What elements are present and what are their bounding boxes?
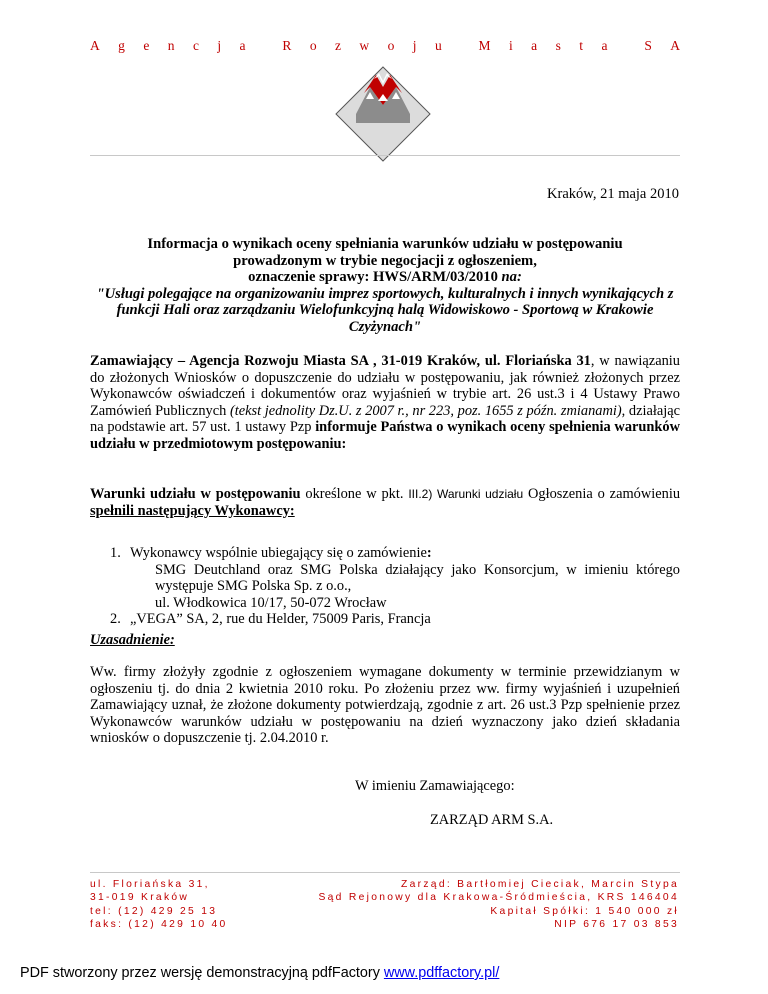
footer-line: 31-019 Kraków xyxy=(90,892,190,904)
justification-paragraph: Ww. firmy złożyły zgodnie z ogłoszeniem wymagane dokumenty w terminie przewidzianym w ogłoszeniu tj. do dnia 2 kwietnia 2010 roku. Po złożeniu przez ww. firmy wyjaśnień i uzupełnień Zamawiający uznał, że złożone dokumenty potwierdzają, zgodnie z art. 26 ust.3 Pzp spełnienie przez Wykonawców warunków udziału w postępowaniu na dzień wyznaczony jako dzień składania wniosków o dopuszczenie tj. 2.04.2010 r. xyxy=(90,664,680,747)
title-line xyxy=(90,269,680,286)
ordering-party: Zamawiający – Agencja Rozwoju Miasta SA , 31-019 Kraków, ul. Floriańska 31 xyxy=(90,353,591,369)
company-letter: s xyxy=(555,38,561,53)
signature-board: ZARZĄD ARM S.A. xyxy=(430,812,554,828)
company-letter: e xyxy=(143,38,150,53)
conditions-paragraph xyxy=(90,486,680,519)
company-letter: S xyxy=(644,38,652,53)
footer-line: ul. Floriańska 31, xyxy=(90,879,210,890)
company-letter: j xyxy=(412,38,417,53)
list-number: 2. xyxy=(110,611,121,628)
contractors-heading: spełnili następujący Wykonawcy: xyxy=(90,502,295,519)
footer-line: Sąd Rejonowy dla Krakowa-Śródmieścia, KRS 146404 xyxy=(318,892,679,904)
company-letter: o xyxy=(309,38,317,53)
title-line: Informacja o wynikach oceny spełniania warunków udziału w postępowaniu xyxy=(147,236,623,252)
company-letter: z xyxy=(335,38,341,53)
list-number: 1. xyxy=(110,545,121,561)
company-letter: a xyxy=(531,38,538,53)
company-letter: R xyxy=(282,38,292,53)
company-letter: A xyxy=(90,38,100,53)
case-reference: oznaczenie sprawy: HWS/ARM/03/2010 xyxy=(248,269,498,285)
intro-text: , w nawiązaniu do złożonych Wniosków o dopuszczenie do udziału w postępowaniu, jak również złożonych przez Wykonawców oświadczeń i dokumentów oraz wyjaśnień w trybie art. 26 ust.3 i 4 Ustawy Prawo Zamówień Publicznych xyxy=(90,353,680,419)
company-letter: t xyxy=(579,38,584,53)
list-item-label: „VEGA” SA, 2, rue du Helder, 75009 Paris, Francja xyxy=(130,611,431,628)
conditions-point: III.2) Warunki udziału xyxy=(408,487,524,501)
footer-line: faks: (12) 429 10 40 xyxy=(90,919,228,931)
company-letter: u xyxy=(434,38,442,53)
law-reference: (tekst jednolity Dz.U. z 2007 r., nr 223, poz. 1655 z późn. zmianami) xyxy=(229,402,622,419)
pdffactory-link[interactable]: www.pdffactory.pl/ xyxy=(383,965,500,981)
company-name-header xyxy=(90,38,680,54)
footer-divider xyxy=(90,872,680,873)
list-item-detail: ul. Włodkowica 10/17, 50-072 Wrocław xyxy=(155,594,387,611)
document-title xyxy=(90,236,680,335)
signature-line: W imieniu Zamawiającego: xyxy=(355,778,515,794)
company-letter: g xyxy=(118,38,125,53)
footer-line: NIP 676 17 03 853 xyxy=(554,919,679,931)
pdf-notice xyxy=(20,965,499,981)
list-item-label: Wykonawcy wspólnie ubiegający się o zamówienie xyxy=(130,545,427,561)
footer-company-info xyxy=(318,878,679,932)
title-na: na: xyxy=(501,269,522,285)
conditions-text: Ogłoszenia o zamówieniu xyxy=(523,486,681,502)
conditions-text: określone w pkt. xyxy=(300,486,409,502)
footer-line: Zarząd: Bartłomiej Cieciak, Marcin Stypa xyxy=(401,879,679,890)
list-item xyxy=(110,611,680,628)
justification-heading: Uzasadnienie: xyxy=(90,632,175,648)
list-item xyxy=(110,545,680,611)
company-letter: w xyxy=(359,38,370,53)
company-letter: M xyxy=(478,38,491,53)
company-letter: A xyxy=(670,38,680,53)
conditions-bold: Warunki udziału w postępowaniu xyxy=(90,486,301,502)
title-line: prowadzonym w trybie negocjacji z ogłoszeniem, xyxy=(233,252,537,269)
intro-paragraph xyxy=(90,353,680,453)
company-letter: c xyxy=(192,38,199,53)
intro-bold: informuje Państwa o wynikach oceny spełnienia warunków udziału w przedmiotowym postępowaniu: xyxy=(90,419,680,452)
list-item-detail: SMG Deutchland oraz SMG Polska działający jako Konsorcjum, w imieniu którego występuje SMG Polska Sp. z o.o., xyxy=(155,561,680,595)
company-letter: i xyxy=(508,38,513,53)
company-letter: o xyxy=(387,38,395,53)
footer-line: Kapitał Spółki: 1 540 000 zł xyxy=(490,905,679,917)
intro-text: , działając na podstawie art. 57 ust. 1 ustawy Pzp xyxy=(90,402,681,436)
pdf-notice-text: PDF stworzony przez wersję demonstracyjną pdfFactory xyxy=(20,965,384,981)
footer-line: tel: (12) 429 25 13 xyxy=(90,905,218,917)
arm-diamond-logo-icon xyxy=(334,65,432,163)
header-divider xyxy=(90,155,680,156)
company-letter: a xyxy=(601,38,608,53)
contractors-list xyxy=(110,545,680,628)
list-item-colon: : xyxy=(426,545,432,561)
footer-address xyxy=(90,878,228,932)
company-letter: a xyxy=(239,38,246,53)
document-date: Kraków, 21 maja 2010 xyxy=(547,186,679,202)
company-letter: n xyxy=(167,38,175,53)
company-letter: j xyxy=(217,38,222,53)
title-subject: "Usługi polegające na organizowaniu imprez sportowych, kulturalnych i innych wynikających z funkcji Hali oraz zarządzaniu Wielofunkcyjną halą Widowiskowo - Sportową w Krakowie Czyżynach" xyxy=(96,285,674,335)
